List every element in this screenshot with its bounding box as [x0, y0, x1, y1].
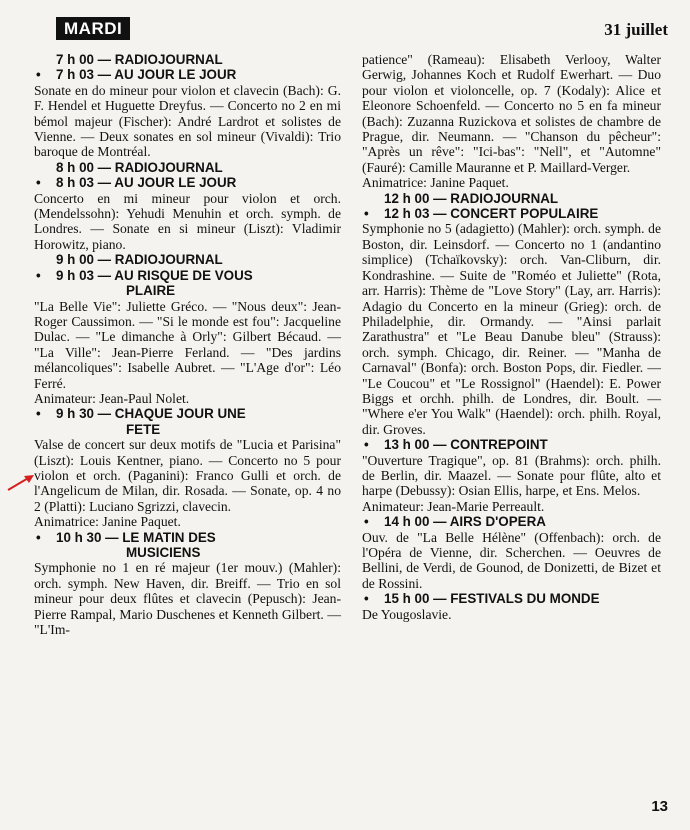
program-title	[34, 175, 341, 190]
program-title	[34, 67, 341, 82]
program-host: Animatrice: Janine Paquet.	[362, 175, 509, 191]
program-title	[362, 206, 661, 221]
program-entry	[362, 206, 661, 437]
program-host: Animatrice: Janine Paquet.	[34, 514, 181, 530]
right-column	[362, 52, 661, 622]
program-description: "Ouverture Tragique", op. 81 (Brahms): orch. philh. de Berlin, dir. Maazel. — Sonate pour flûte, alto et harpe (Debussy): Osian Ellis, harpe, et Ens. Melos.	[362, 452, 661, 499]
program-title	[34, 406, 341, 421]
program-entry	[362, 437, 661, 514]
red-arrow-icon	[6, 472, 36, 492]
bullet-icon: •	[36, 175, 41, 191]
program-description: Ouv. de "La Belle Hélène" (Offenbach): orch. de l'Opéra de Vienne, dir. Scherchen. — Oeuvres de Bellini, de Verdi, de Gounod, de Donizetti, de Bizet et de Rossini.	[362, 529, 661, 591]
program-entry	[34, 175, 341, 252]
program-time-title: 8 h 00 — RADIOJOURNAL	[56, 159, 223, 175]
program-title	[362, 191, 661, 206]
bullet-icon: •	[36, 67, 41, 83]
program-time-title: 9 h 00 — RADIOJOURNAL	[56, 252, 223, 268]
program-entry	[362, 191, 661, 206]
program-entry	[34, 67, 341, 159]
program-entry	[362, 52, 661, 191]
program-description: patience" (Rameau): Elisabeth Verlooy, Walter Gerwig, Johannes Koch et Rudolf Ewerhart. — Duo pour violon et violoncelle, op. 7 (Kodaly): Alice et Eleonore Schoenfeld. — Concerto no 5 en fa mineur (Bach): Zuzanna Ruzickova et solistes de chambre de Prague, dir. Neumann. — "Chanson du pêcheur": "Après un rêve": "Ici-bas": "Nell", et "Automne" (Fauré): Camille Mauranne et P. Maillard-Verger.	[362, 52, 661, 175]
program-host: Animateur: Jean-Marie Perreault.	[362, 498, 545, 514]
program-title	[34, 160, 341, 175]
program-time-title: 7 h 03 — AU JOUR LE JOUR	[56, 67, 237, 83]
left-column	[34, 52, 341, 637]
program-title	[34, 530, 341, 545]
program-description: "La Belle Vie": Juliette Gréco. — "Nous deux": Jean-Roger Caussimon. — "Si le monde est fou": Jacqueline Dulac. — "Le dimanche à Orly": Gilbert Bécaud. — "La Ville": Jean-Pierre Ferland. — "Des jardins mélancoliques": Isabelle Aubret. — "L'Age d'or": Léo Ferré.	[34, 298, 341, 391]
program-time-title: 9 h 30 — CHAQUE JOUR UNE	[56, 406, 246, 422]
program-title	[34, 52, 341, 67]
program-time-title: 12 h 03 — CONCERT POPULAIRE	[384, 206, 599, 222]
program-title	[34, 252, 341, 267]
program-description: Valse de concert sur deux motifs de "Lucia et Parisina" (Liszt): Louis Kentner, piano. — Concerto no 5 pour violon et orch. (Paganini): Franco Gulli et orch. de l'Angelicum de Milan, dir. Rosada. — Sonate, op. 4 no 2 (Platti): Luciano Sgrizzi, clavecin.	[34, 437, 341, 514]
program-time-title: 12 h 00 — RADIOJOURNAL	[384, 190, 559, 206]
program-host: Animateur: Jean-Paul Nolet.	[34, 390, 190, 406]
program-time-title: 14 h 00 — AIRS D'OPERA	[384, 514, 546, 530]
program-title	[362, 514, 661, 529]
bullet-icon: •	[364, 206, 369, 222]
bullet-icon: •	[36, 267, 41, 283]
program-entry	[34, 268, 341, 407]
program-time-title: 15 h 00 — FESTIVALS DU MONDE	[384, 591, 600, 607]
program-title-continued: PLAIRE	[126, 283, 176, 299]
program-title	[362, 437, 661, 452]
program-entry	[34, 252, 341, 267]
program-time-title: 10 h 30 — LE MATIN DES	[56, 529, 216, 545]
program-time-title: 8 h 03 — AU JOUR LE JOUR	[56, 175, 237, 191]
program-description: Symphonie no 1 en ré majeur (1er mouv.) (Mahler): orch. symph. New Haven, dir. Breiff. — Trio en sol mineur pour deux flûtes et clavecin (Pepusch): Jean-Pierre Rampal, Mario Duschenes et Kenneth Gilbert. — "L'Im-	[34, 560, 341, 638]
program-title-continued: MUSICIENS	[126, 545, 201, 560]
program-time-title: 13 h 00 — CONTREPOINT	[384, 437, 548, 453]
program-description: Sonate en do mineur pour violon et clavecin (Bach): G. F. Hendel et Huguette Dreyfus. — Concerto no 2 en mi bémol majeur (Fischer): André Lardrot et solistes de Vienne. — Deux sonates en sol mineur (Vivaldi): Trio baroque de Montréal.	[34, 82, 341, 160]
program-title	[34, 268, 341, 283]
program-description: De Yougoslavie.	[362, 606, 452, 622]
program-entry	[362, 591, 661, 622]
program-entry	[34, 530, 341, 638]
program-description: Concerto en mi mineur pour violon et orch. (Mendelssohn): Yehudi Menuhin et orch. symph. de Londres. — Sonate en si mineur (Liszt): Vladimir Horowitz, piano.	[34, 190, 341, 252]
program-title-continued: FETE	[126, 421, 161, 437]
bullet-icon: •	[364, 591, 369, 607]
program-entry	[362, 514, 661, 591]
program-description: Symphonie no 5 (adagietto) (Mahler): orch. symph. de Boston, dir. Leinsdorf. — Concerto no 1 (andantino simplice) (Tchaïkovsky): orch. Van-Cliburn, dir. Kondrashine. — Suite de "Roméo et Juliette" (Rota, arr. Harris): Thème de "Love Story" (Lay, arr. Harris): Adagio du Concerto en la mineur (Grieg): orch. de Philadelphie, dir. Ormandy. — "Ainsi parlait Zarathustra" et "Le Beau Danube bleu" (Strauss): orch. symph. Chicago, dir. Reiner. — "Manha de Carnaval" (Bonfa): orch. Boston Pops, dir. Fiedler. — "Le Coucou" et "Le Rossignol" (Haendel): E. Power Biggs et orchh. philh. de Londres, dir. Boult. — "Where e'er You Walk" (Haendel): orch. philh. Royal, dir. Groves.	[362, 221, 661, 437]
bullet-icon: •	[364, 514, 369, 530]
program-time-title: 7 h 00 — RADIOJOURNAL	[56, 52, 223, 67]
bullet-icon: •	[36, 406, 41, 422]
program-title	[362, 591, 661, 606]
date-label: 31 juillet	[604, 20, 668, 39]
program-time-title: 9 h 03 — AU RISQUE DE VOUS	[56, 267, 253, 283]
program-entry	[34, 406, 341, 529]
program-entry	[34, 160, 341, 175]
day-tag: MARDI	[56, 17, 130, 40]
program-entry	[34, 52, 341, 67]
bullet-icon: •	[36, 529, 41, 545]
page-number: 13	[651, 798, 668, 815]
bullet-icon: •	[364, 437, 369, 453]
